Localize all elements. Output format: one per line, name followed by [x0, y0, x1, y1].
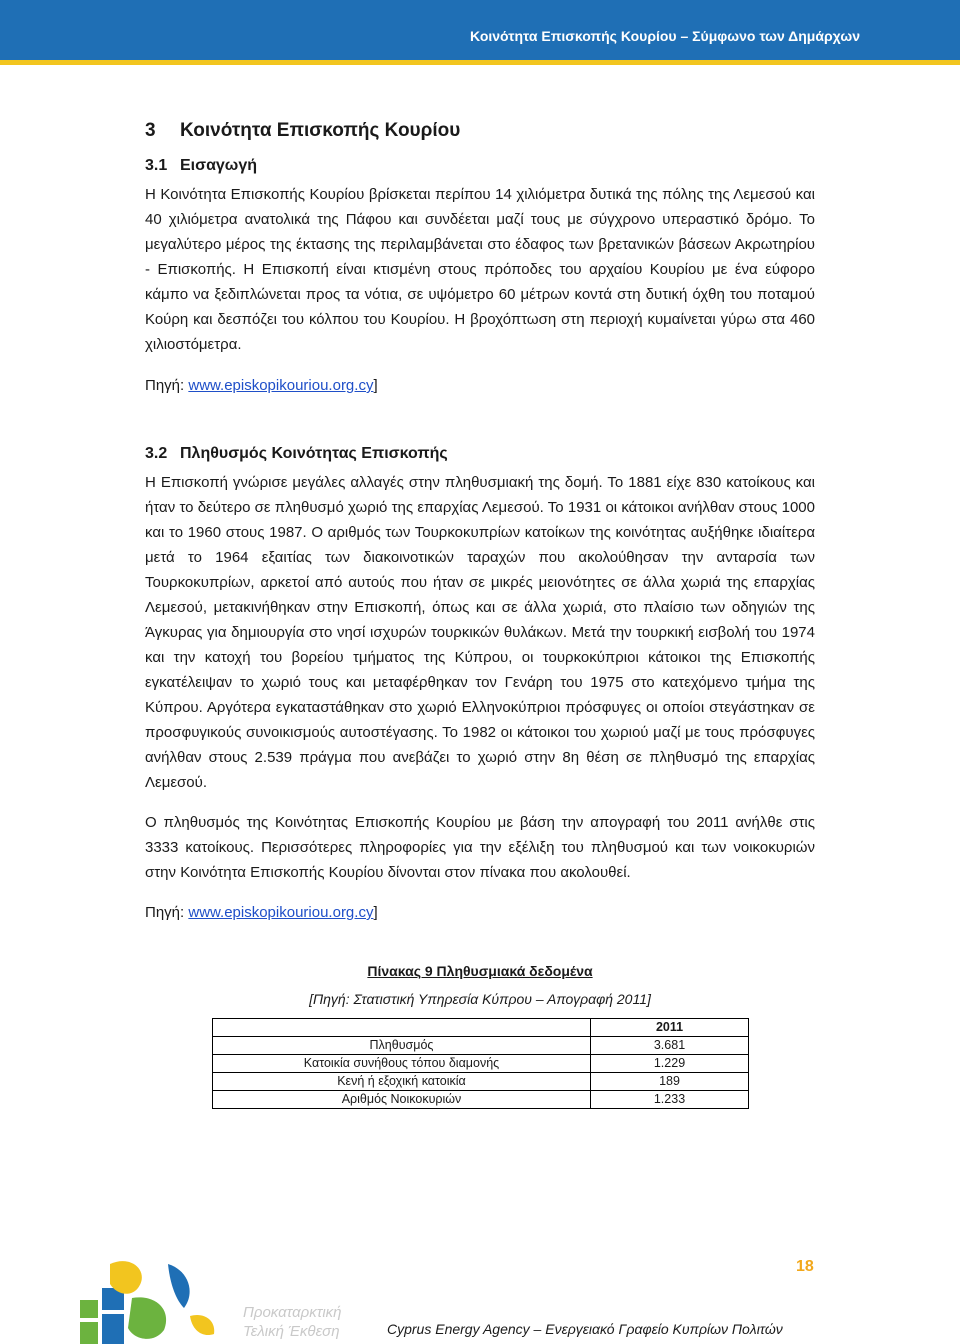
source-suffix: ] — [373, 904, 378, 921]
draft-watermark — [243, 1303, 342, 1341]
logo-square-icon — [80, 1300, 98, 1318]
section-number: 3 — [145, 120, 156, 141]
page-number: 18 — [796, 1258, 814, 1275]
subsection-heading-population — [145, 442, 815, 466]
source-line — [145, 900, 815, 925]
source-link[interactable]: www.episkopikouriou.org.cy — [188, 904, 374, 921]
header-title: Κοινότητα Επισκοπής Κουρίου – Σύμφωνο των Δημάρχων — [470, 28, 860, 44]
population-table — [212, 1018, 749, 1109]
subsection-title: Εισαγωγή — [180, 157, 257, 174]
subsection-number: 3.2 — [145, 445, 168, 462]
header-stripe — [0, 60, 960, 65]
section-title: Κοινότητα Επισκοπής Κουρίου — [180, 120, 461, 141]
table-header-year: 2011 — [591, 1019, 749, 1037]
row-label: Αριθμός Νοικοκυριών — [213, 1091, 591, 1109]
logo-leaf-icon — [110, 1261, 142, 1294]
row-label: Κατοικία συνήθους τόπου διαμονής — [213, 1055, 591, 1073]
energy-agency-logo — [72, 1258, 222, 1344]
logo-square-icon — [102, 1314, 124, 1344]
source-prefix: Πηγή: — [145, 377, 189, 394]
table-row — [213, 1037, 749, 1055]
table-row — [213, 1091, 749, 1109]
subsection-heading-intro — [145, 154, 815, 178]
source-prefix: Πηγή: — [145, 904, 189, 921]
document-body — [145, 118, 815, 1109]
row-value: 189 — [591, 1073, 749, 1091]
row-label: Κενή ή εξοχική κατοικία — [213, 1073, 591, 1091]
source-suffix: ] — [373, 377, 378, 394]
table-row — [213, 1073, 749, 1091]
source-link[interactable]: www.episkopikouriou.org.cy — [188, 377, 374, 394]
source-line — [145, 373, 815, 398]
table-header-empty — [213, 1019, 591, 1037]
row-value: 1.233 — [591, 1091, 749, 1109]
draft-line: Προκαταρκτική — [243, 1304, 342, 1321]
row-value: 3.681 — [591, 1037, 749, 1055]
table-block — [145, 960, 815, 1109]
census-paragraph: Ο πληθυσμός της Κοινότητας Επισκοπής Κουρίου με βάση την απογραφή του 2011 ανήλθε στις 3333 κατοίκους. Περισσότερες πληροφορίες για την εξέλιξη του πληθυσμού και των νοικοκυριών στην Κοινότητα Επισκοπής Κουρίου δίνονται στον πίνακα που ακολουθεί. — [145, 814, 815, 881]
section-heading — [145, 118, 815, 144]
subsection-number: 3.1 — [145, 157, 168, 174]
logo-leaf-icon — [168, 1264, 190, 1308]
row-value: 1.229 — [591, 1055, 749, 1073]
table-source: [Πηγή: Στατιστική Υπηρεσία Κύπρου – Απογραφή 2011] — [309, 991, 651, 1007]
row-label: Πληθυσμός — [213, 1037, 591, 1055]
subsection-title: Πληθυσμός Κοινότητας Επισκοπής — [180, 445, 448, 462]
intro-paragraph: Η Κοινότητα Επισκοπής Κουρίου βρίσκεται περίπου 14 χιλιόμετρα δυτικά της πόλης της Λεμεσού και 40 χιλιόμετρα ανατολικά της Πάφου και συνδέεται μαζί τους με σύγχρονο υπεραστικό δρόμο. Το μεγαλύτερο μέρος της έκτασης της περιλαμβάνεται στο έδαφος των βρετανικών βάσεων Ακρωτηρίου - Επισκοπής. Η Επισκοπή είναι κτισμένη στους πρόποδες του αρχαίου Κουρίου με ένα εύφορο κάμπο να ξεδιπλώνεται προς τα νότια, σε υψόμετρο 60 μέτρων κοντά στη δυτική όχθη του ποταμού Κούρη και δεσπόζει του κόλπου του Κουρίου. Η βροχόπτωση στη περιοχή κυμαίνεται γύρω στα 460 χιλιοστόμετρα. — [145, 186, 815, 353]
table-header-row — [213, 1019, 749, 1037]
table-row — [213, 1055, 749, 1073]
logo-square-icon — [80, 1322, 98, 1344]
footer-agency: Cyprus Energy Agency – Ενεργειακό Γραφείο Κυπρίων Πολιτών — [387, 1321, 783, 1337]
table-caption: Πίνακας 9 Πληθυσμιακά δεδομένα — [367, 963, 593, 979]
draft-line: Τελική Έκθεση — [243, 1323, 340, 1340]
population-paragraph: Η Επισκοπή γνώρισε μεγάλες αλλαγές στην πληθυσμιακή της δομή. Το 1881 είχε 830 κατοίκους και ήταν το δεύτερο σε πληθυσμό χωριό της επαρχίας Λεμεσού. Το 1931 οι κάτοικοι ανήλθαν στους 1000 και το 1960 στους 1987. Ο αριθμός των Τουρκοκυπρίων κατοίκων της κοινότητας αυξήθηκε ιδιαίτερα μετά το 1964 εξαιτίας των διακοινοτικών ταραχών που ακολούθησαν την ανταρσία των Τουρκοκυπρίων, αρκετοί από αυτούς που ήταν σε μικρές μειονότητες σε άλλα χωριά της επαρχίας Λεμεσού, μετακινήθηκαν στην Επισκοπή, όπως και σε άλλα χωριά, στο πλαίσιο των οδηγιών της Άγκυρας για δημιουργία στο νησί ισχυρών τουρκικών θυλάκων. Μετά την τουρκική εισβολή του 1974 και την κατοχή του βορείου τμήματος της Κύπρου, οι τουρκοκύπριοι κάτοικοι της Επισκοπής εγκατέλειψαν το χωριό τους και μεταφέρθηκαν τον Γενάρη του 1975 στο κατεχόμενο τμήμα της Κύπρου. Αργότερα εγκαταστάθηκαν στο χωριό Ελληνοκύπριοι πρόσφυγες οι οποίοι στεγάστηκαν σε προσφυγικούς συνοικισμούς αυτοστέγασης. Το 1982 οι κάτοικοι του χωριού μαζί με τους πρόσφυγες ανήλθαν στους 2.539 πράγμα που ανεβάζει το χωριό στην 8η θέση σε πληθυσμό της επαρχίας Λεμεσού. — [145, 474, 815, 791]
logo-leaf-icon — [190, 1315, 214, 1335]
logo-leaf-icon — [128, 1297, 166, 1338]
